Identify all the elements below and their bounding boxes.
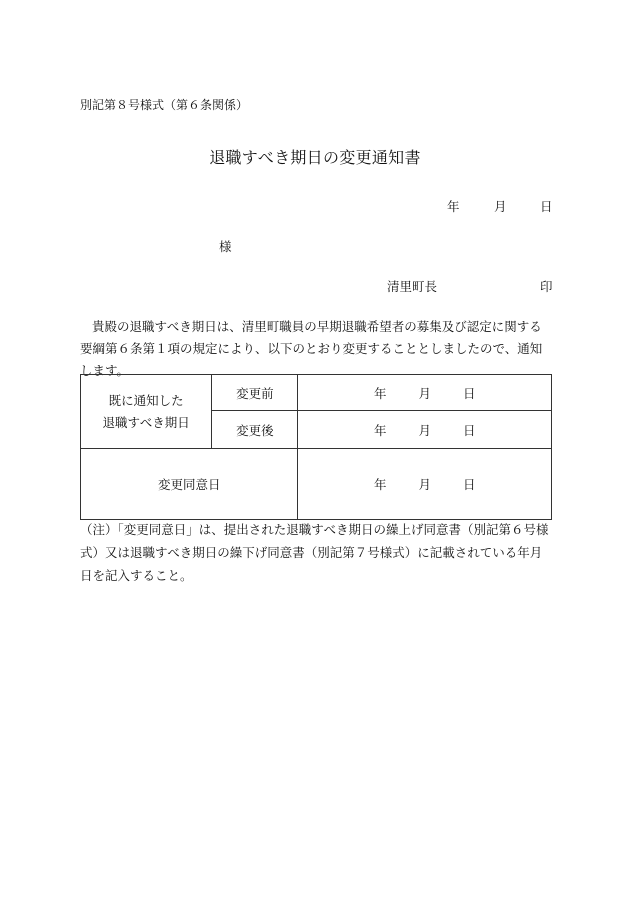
- form-number-label: 別記第８号様式（第６条関係）: [80, 98, 249, 112]
- agreed-date-label: 変更同意日: [81, 449, 298, 520]
- table-row: [81, 375, 552, 411]
- notice-body-text: 貴殿の退職すべき期日は、清里町職員の早期退職希望者の募集及び認定に関する要綱第６条第１項の規定により、以下のとおり変更することとしましたので、通知します。: [80, 319, 543, 378]
- table-row: [81, 449, 552, 520]
- before-change-date-cell: [298, 375, 552, 411]
- addressee-honorific: 様: [219, 239, 232, 254]
- seal-mark: 印: [540, 279, 553, 294]
- date-change-table: [80, 374, 552, 520]
- notified-label-line1: 既に通知した: [108, 392, 184, 408]
- after-change-date-cell: [298, 411, 552, 449]
- month-label: 月: [418, 385, 431, 401]
- after-change-label: 変更後: [212, 411, 298, 449]
- year-label: 年: [373, 477, 387, 492]
- date-year-label: 年: [447, 199, 460, 214]
- day-label: 日: [462, 385, 476, 401]
- document-title: 退職すべき期日の変更通知書: [209, 148, 421, 167]
- agreed-date-cell: [298, 449, 552, 520]
- date-day-label: 日: [540, 199, 553, 214]
- notified-label-line2: 退職すべき期日: [102, 414, 190, 430]
- notified-date-label-cell: [81, 375, 212, 449]
- month-label: 月: [418, 422, 431, 438]
- year-label: 年: [373, 422, 387, 438]
- year-label: 年: [373, 385, 387, 401]
- day-label: 日: [462, 422, 476, 438]
- month-label: 月: [418, 477, 431, 492]
- issuer-name: 清里町長: [387, 279, 438, 294]
- footnote-text: （注）「変更同意日」は、提出された退職すべき期日の繰上げ同意書（別記第６号様式）又は退職すべき期日の繰下げ同意書（別記第７号様式）に記載されている年月日を記入すること。: [80, 522, 549, 583]
- before-change-label: 変更前: [212, 375, 298, 411]
- day-label: 日: [462, 477, 476, 492]
- date-month-label: 月: [494, 199, 507, 214]
